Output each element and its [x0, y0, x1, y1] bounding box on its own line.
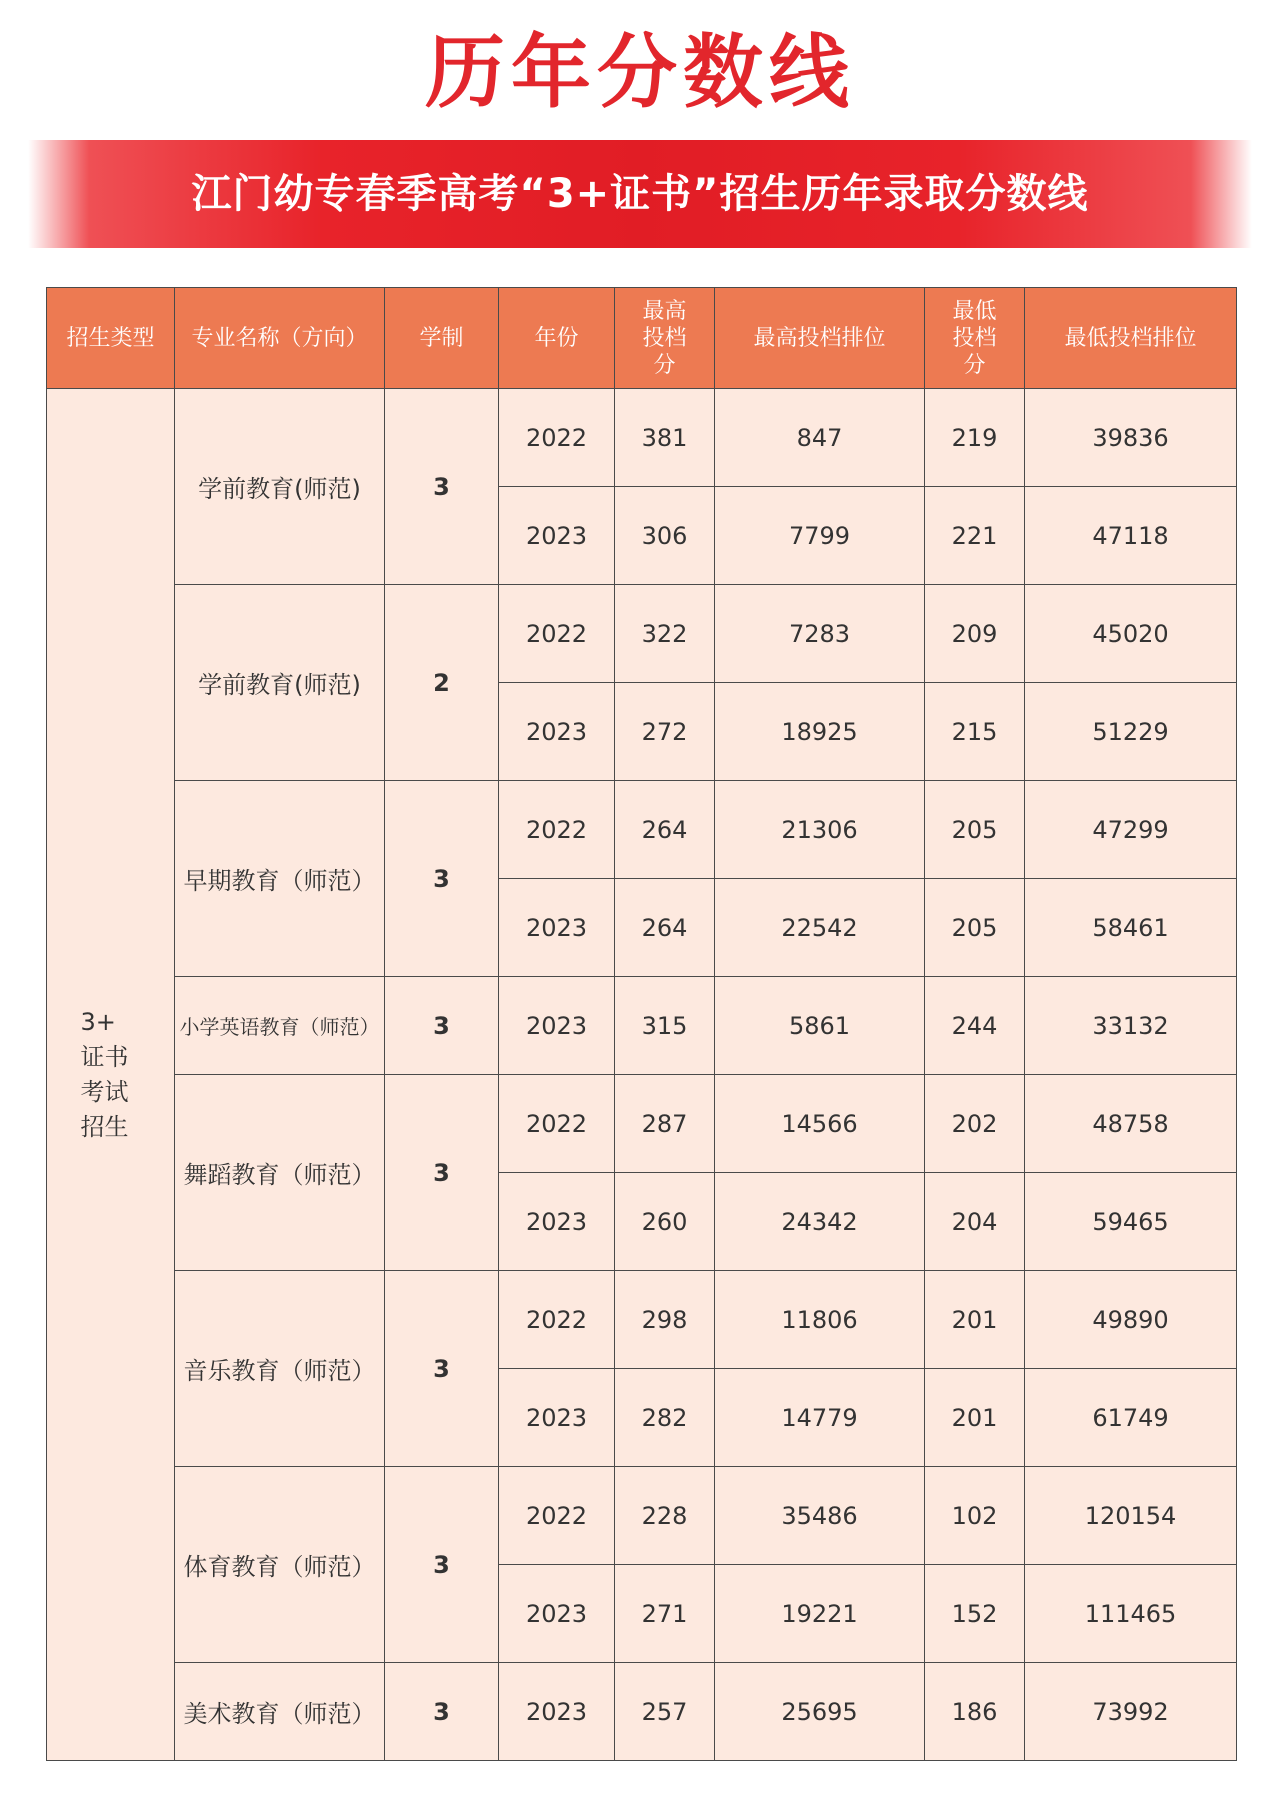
min-score-cell: 102 [925, 1467, 1025, 1565]
year-cell: 2023 [499, 1369, 615, 1467]
page-title: 历年分数线 [425, 25, 855, 119]
type-line: 考试 [80, 1077, 129, 1106]
header-system: 学制 [385, 288, 499, 389]
major-cell: 美术教育（师范） [175, 1663, 385, 1761]
major-cell: 学前教育(师范) [175, 389, 385, 585]
major-cell: 学前教育(师范) [175, 585, 385, 781]
table-row [47, 1467, 1237, 1565]
min-score-cell: 201 [925, 1271, 1025, 1369]
year-cell: 2023 [499, 1663, 615, 1761]
header-row [47, 288, 1237, 389]
min-rank-cell: 48758 [1025, 1075, 1237, 1173]
max-score-cell: 264 [615, 781, 715, 879]
max-score-cell: 282 [615, 1369, 715, 1467]
header-max-score: 最高 投档 分 [615, 288, 715, 389]
max-score-cell: 264 [615, 879, 715, 977]
header-year: 年份 [499, 288, 615, 389]
system-cell: 3 [385, 1467, 499, 1663]
max-score-cell: 298 [615, 1271, 715, 1369]
min-rank-cell: 61749 [1025, 1369, 1237, 1467]
system-cell: 3 [385, 1075, 499, 1271]
max-rank-cell: 7799 [715, 487, 925, 585]
max-rank-cell: 24342 [715, 1173, 925, 1271]
max-score-cell: 306 [615, 487, 715, 585]
min-score-cell: 221 [925, 487, 1025, 585]
max-rank-cell: 14779 [715, 1369, 925, 1467]
year-cell: 2023 [499, 487, 615, 585]
min-rank-cell: 73992 [1025, 1663, 1237, 1761]
major-cell: 体育教育（师范） [175, 1467, 385, 1663]
header-max-rank: 最高投档排位 [715, 288, 925, 389]
min-score-cell: 205 [925, 879, 1025, 977]
max-score-cell: 257 [615, 1663, 715, 1761]
header-type: 招生类型 [47, 288, 175, 389]
max-score-cell: 272 [615, 683, 715, 781]
min-rank-cell: 33132 [1025, 977, 1237, 1075]
year-cell: 2022 [499, 781, 615, 879]
year-cell: 2022 [499, 1467, 615, 1565]
score-table [46, 287, 1237, 1761]
banner-heading: 江门幼专春季高考“3+证书”招生历年录取分数线 [28, 140, 1252, 248]
major-cell: 舞蹈教育（师范） [175, 1075, 385, 1271]
min-rank-cell: 39836 [1025, 389, 1237, 487]
min-score-cell: 186 [925, 1663, 1025, 1761]
max-score-cell: 260 [615, 1173, 715, 1271]
min-score-cell: 201 [925, 1369, 1025, 1467]
system-cell: 3 [385, 1271, 499, 1467]
year-cell: 2022 [499, 1075, 615, 1173]
table-row [47, 389, 1237, 487]
major-cell: 小学英语教育（师范） [175, 977, 385, 1075]
year-cell: 2022 [499, 585, 615, 683]
max-score-cell: 287 [615, 1075, 715, 1173]
system-cell: 3 [385, 1663, 499, 1761]
max-rank-cell: 35486 [715, 1467, 925, 1565]
min-rank-cell: 111465 [1025, 1565, 1237, 1663]
min-score-cell: 209 [925, 585, 1025, 683]
year-cell: 2023 [499, 1173, 615, 1271]
max-score-cell: 322 [615, 585, 715, 683]
max-score-cell: 381 [615, 389, 715, 487]
year-cell: 2023 [499, 683, 615, 781]
year-cell: 2022 [499, 389, 615, 487]
type-line: 证书 [80, 1042, 129, 1071]
min-rank-cell: 49890 [1025, 1271, 1237, 1369]
max-rank-cell: 11806 [715, 1271, 925, 1369]
table-row [47, 1271, 1237, 1369]
min-rank-cell: 58461 [1025, 879, 1237, 977]
max-rank-cell: 7283 [715, 585, 925, 683]
max-rank-cell: 25695 [715, 1663, 925, 1761]
min-score-cell: 219 [925, 389, 1025, 487]
table-row [47, 1663, 1237, 1761]
max-rank-cell: 18925 [715, 683, 925, 781]
max-score-cell: 271 [615, 1565, 715, 1663]
type-line: 招生 [80, 1112, 129, 1141]
system-cell: 2 [385, 585, 499, 781]
major-cell: 早期教育（师范） [175, 781, 385, 977]
min-rank-cell: 45020 [1025, 585, 1237, 683]
max-rank-cell: 5861 [715, 977, 925, 1075]
min-score-cell: 202 [925, 1075, 1025, 1173]
major-cell: 音乐教育（师范） [175, 1271, 385, 1467]
system-cell: 3 [385, 389, 499, 585]
table-row [47, 585, 1237, 683]
table-row [47, 977, 1237, 1075]
max-score-cell: 315 [615, 977, 715, 1075]
min-score-cell: 204 [925, 1173, 1025, 1271]
table-row [47, 1075, 1237, 1173]
min-rank-cell: 59465 [1025, 1173, 1237, 1271]
max-rank-cell: 847 [715, 389, 925, 487]
type-text [81, 1005, 141, 1145]
min-score-cell: 215 [925, 683, 1025, 781]
min-rank-cell: 47299 [1025, 781, 1237, 879]
min-score-cell: 205 [925, 781, 1025, 879]
min-rank-cell: 47118 [1025, 487, 1237, 585]
min-rank-cell: 51229 [1025, 683, 1237, 781]
type-cell [47, 389, 175, 1761]
type-line: 3+ [80, 1007, 116, 1036]
max-rank-cell: 19221 [715, 1565, 925, 1663]
max-rank-cell: 22542 [715, 879, 925, 977]
header-min-rank: 最低投档排位 [1025, 288, 1237, 389]
year-cell: 2023 [499, 977, 615, 1075]
min-rank-cell: 120154 [1025, 1467, 1237, 1565]
min-score-cell: 244 [925, 977, 1025, 1075]
min-score-cell: 152 [925, 1565, 1025, 1663]
max-score-cell: 228 [615, 1467, 715, 1565]
header-min-score: 最低 投档 分 [925, 288, 1025, 389]
year-cell: 2023 [499, 1565, 615, 1663]
table-row [47, 781, 1237, 879]
max-rank-cell: 21306 [715, 781, 925, 879]
year-cell: 2022 [499, 1271, 615, 1369]
header-major: 专业名称（方向） [175, 288, 385, 389]
year-cell: 2023 [499, 879, 615, 977]
max-rank-cell: 14566 [715, 1075, 925, 1173]
system-cell: 3 [385, 781, 499, 977]
system-cell: 3 [385, 977, 499, 1075]
